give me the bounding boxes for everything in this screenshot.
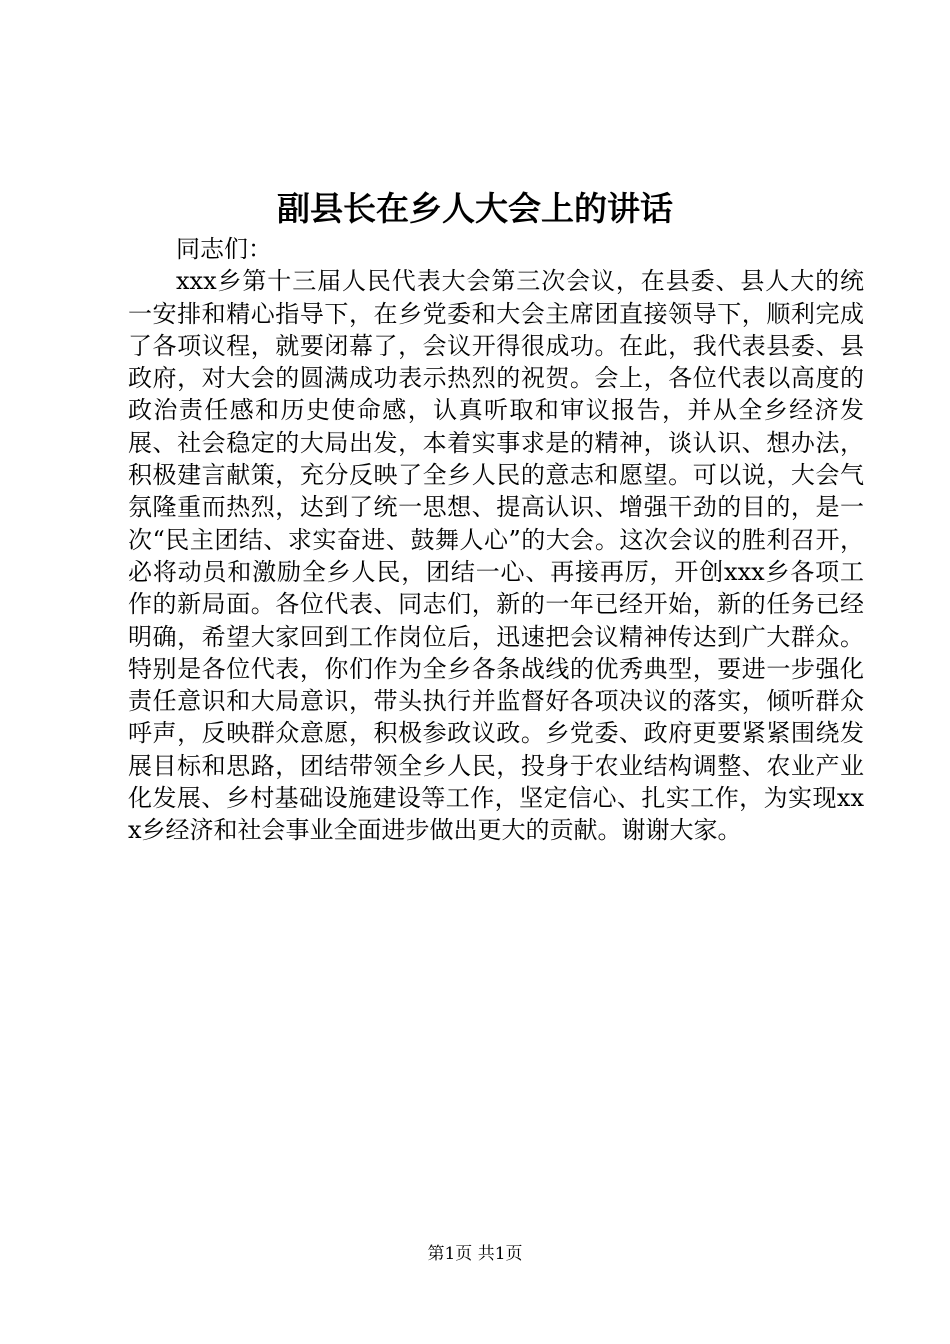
speech-paragraph: xxx乡第十三届人民代表大会第三次会议，在县委、县人大的统一安排和精心指导下，在乡党委和大会主席团直接领导下，顺利完成了各项议程，就要闭幕了，会议开得很成功。在此，我代表县委、县政府，对大会的圆满成功表示热烈的祝贺。会上，各位代表以高度的政治责任感和历史使命感，认真听取和审议报告，并从全乡经济发展、社会稳定的大局出发，本着实事求是的精神，谈认识、想办法，积极建言献策，充分反映了全乡人民的意志和愿望。可以说，大会气氛隆重而热烈，达到了统一思想、提高认识、增强干劲的目的，是一次“民主团结、求实奋进、鼓舞人心”的大会。这次会议的胜利召开，必将动员和激励全乡人民，团结一心、再接再厉，开创xxx乡各项工作的新局面。各位代表、同志们，新的一年已经开始，新的任务已经明确，希望大家回到工作岗位后，迅速把会议精神传达到广大群众。特别是各位代表，你们作为全乡各条战线的优秀典型，要进一步强化责任意识和大局意识，带头执行并监督好各项决议的落实，倾听群众呼声，反映群众意愿，积极参政议政。乡党委、政府更要紧紧围绕发展目标和思路，团结带领全乡人民，投身于农业结构调整、农业产业化发展、乡村基础设施建设等工作，坚定信心、扎实工作，为实现xxx乡经济和社会事业全面进步做出更大的贡献。谢谢大家。 <box>128 267 864 845</box>
document-title: 副县长在乡人大会上的讲话 <box>277 189 673 228</box>
document-body <box>128 233 864 847</box>
salutation: 同志们： <box>176 235 272 263</box>
page-footer: 第1页 共1页 <box>427 1244 523 1264</box>
